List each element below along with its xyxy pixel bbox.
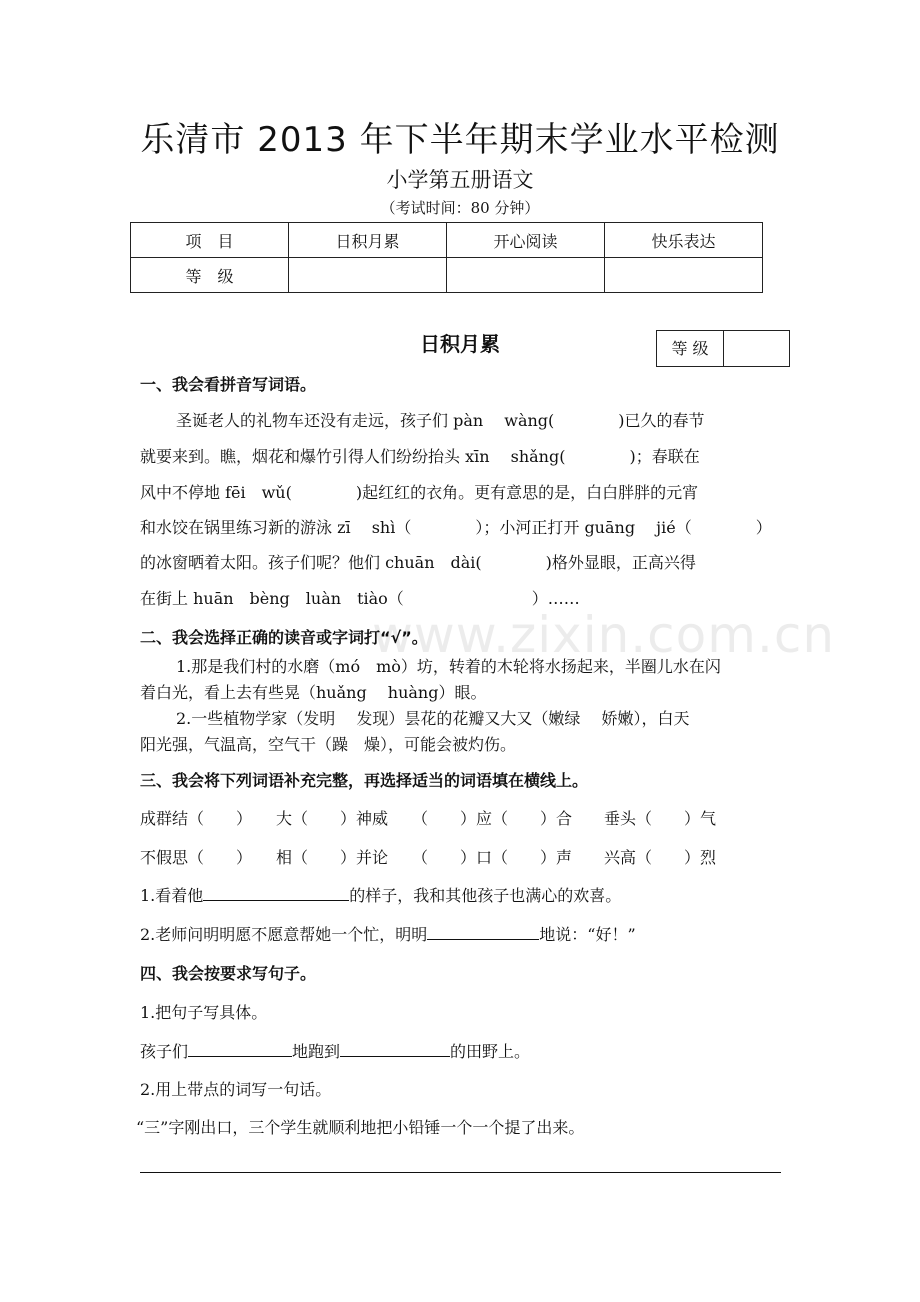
grade-table-cell: 项 目 [131,223,289,258]
exam-subtitle: 小学第五册语文 [386,168,534,192]
answer-rule-line[interactable] [140,1172,781,1173]
sentence-text: 2.老师问明明愿不愿意帮她一个忙，明明 [140,925,428,944]
grade-table [130,222,763,293]
section-grade-input[interactable] [724,331,789,366]
q3-sentence-1 [140,883,621,906]
grade-table-cell: 等 级 [131,258,289,293]
q1-heading: 一、我会看拼音写词语。 [140,375,317,394]
sentence-text: 孩子们 [140,1042,189,1061]
q4-example: “三”字刚出口，三个学生就顺利地把小铅锤一个一个提了出来。 [136,1118,585,1137]
q1-line: 圣诞老人的礼物车还没有走远，孩子们 pàn wàng( )已久的春节 [176,411,705,430]
q2-heading: 二、我会选择正确的读音或字词打“√”。 [140,628,428,647]
sentence-text: 1.看着他 [140,886,204,905]
q1-line: 在街上 huān bèng luàn tiào（ ）…… [140,589,580,608]
q3-sentence-2 [140,922,636,945]
grade-input-cell[interactable] [447,258,605,293]
section-grade-label: 等 级 [657,331,724,366]
q4-heading: 四、我会按要求写句子。 [140,964,317,983]
q4-instruction-2: 2.用上带点的词写一句话。 [140,1080,332,1099]
answer-line[interactable] [427,938,539,940]
q2-line: 1.那是我们村的水磨（mó mò）坊，转着的木轮将水扬起来，半圈儿水在闪 [176,657,721,676]
q4-sentence [140,1039,530,1062]
sentence-text: 的样子，我和其他孩子也满心的欢喜。 [349,886,622,905]
grade-table-cell: 快乐表达 [605,223,763,258]
grade-table-grade-row [131,258,763,293]
grade-table-cell: 日积月累 [289,223,447,258]
q2-line: 着白光，看上去有些晃（huǎng huàng）眼。 [140,683,487,702]
grade-input-cell[interactable] [605,258,763,293]
q3-word-row: 成群结（ ） 大（ ）神威 （ ）应（ ）合 垂头（ ）气 [140,809,717,828]
answer-line[interactable] [340,1055,450,1057]
q1-line: 风中不停地 fēi wǔ( )起红红的衣角。更有意思的是，白白胖胖的元宵 [140,483,699,502]
q3-word-row: 不假思（ ） 相（ ）并论 （ ）口（ ）声 兴高（ ）烈 [140,848,717,867]
sentence-text: 的田野上。 [450,1042,531,1061]
watermark: www.zixin.com.cn [372,606,836,664]
exam-time: （考试时间：80 分钟） [380,199,540,217]
q1-line: 就要来到。瞧，烟花和爆竹引得人们纷纷抬头 xīn shǎng( )；春联在 [140,447,700,466]
exam-title: 乐清市 2013 年下半年期末学业水平检测 [140,120,780,160]
grade-input-cell[interactable] [289,258,447,293]
q1-line: 和水饺在锅里练习新的游泳 zī shì（ ）；小河正打开 guāng jié（ ） [140,518,772,537]
q2-line: 2.一些植物学家（发明 发现）昙花的花瓣又大又（嫩绿 娇嫩），白天 [176,709,690,728]
sentence-text: 地说：“好！” [539,925,636,944]
q1-line: 的冰窗晒着太阳。孩子们呢？他们 chuān dài( )格外显眼，正高兴得 [140,553,696,572]
q3-heading: 三、我会将下列词语补充完整，再选择适当的词语填在横线上。 [140,771,589,790]
grade-table-header-row [131,223,763,258]
sentence-text: 地跑到 [292,1042,341,1061]
section-grade-box [656,330,790,367]
answer-line[interactable] [203,899,349,901]
grade-table-cell: 开心阅读 [447,223,605,258]
section-title: 日积月累 [420,332,500,356]
q2-line: 阳光强，气温高，空气干（躁 燥），可能会被灼伤。 [140,735,517,754]
answer-line[interactable] [188,1055,292,1057]
q4-instruction-1: 1.把句子写具体。 [140,1003,268,1022]
